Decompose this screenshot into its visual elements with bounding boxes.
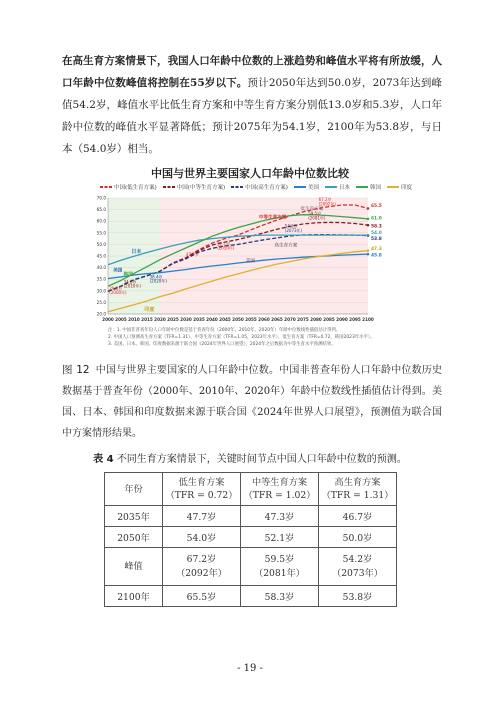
cell-high-year: （2073年） — [332, 567, 383, 579]
data-point — [367, 218, 370, 221]
page-number: - 19 - — [237, 663, 263, 674]
table-row — [105, 586, 397, 607]
x-tick-label: 2060 — [258, 317, 270, 322]
cell-year: 2035年 — [105, 506, 163, 527]
legend-item — [294, 183, 319, 191]
legend-swatch — [231, 186, 243, 188]
annot-2020-year: (2020年) — [149, 278, 167, 284]
end-value-label: 54.0 — [371, 230, 382, 236]
data-point — [367, 249, 370, 252]
header-mid-name: 中等生育方案 — [251, 477, 308, 488]
chart-note: 2. 中国人口预测高生育方案（TFR=1.31）、中等生育方案（TFR=1.05，2023年水平）、低生育方案（TFR=0.72，韩国2023年水平）。 — [108, 335, 375, 340]
legend-swatch — [325, 186, 337, 188]
header-year-label: 年份 — [124, 483, 143, 495]
x-tick-label: 2100 — [362, 317, 374, 322]
cell-low-year: （2092年） — [176, 567, 227, 579]
data-point — [367, 207, 370, 210]
legend-swatch — [163, 186, 175, 188]
legend-item — [325, 183, 350, 191]
chart-title: 中国与世界主要国家人口年龄中位数比较 — [151, 167, 349, 180]
legend-swatch — [387, 186, 399, 188]
annot-2020: 38.4岁 — [149, 274, 163, 280]
label-korea: 韩国 — [123, 272, 133, 278]
y-tick-label: 20.0 — [96, 311, 106, 317]
x-tick-label: 2050 — [232, 317, 244, 322]
y-tick-label: 40.0 — [96, 265, 106, 271]
annot-high-peak: 54.2岁 — [284, 223, 298, 229]
chart-note: 注：1. 中国非普查年份人口年龄中位数是基于普查年份（2000年、2010年、2020年）年龄中位数线性插值估计得到。 — [108, 328, 341, 333]
x-tick-label: 2000 — [102, 317, 114, 322]
cell-high-value: 54.2岁 — [342, 553, 373, 565]
legend-item — [163, 183, 225, 191]
header-mid — [241, 473, 319, 506]
legend-swatch — [294, 186, 306, 188]
header-low — [163, 473, 241, 506]
annot-2000: 29.8岁 — [109, 285, 123, 291]
legend-label: 韩国 — [369, 185, 381, 191]
header-mid-tfr: （TFR = 1.02） — [243, 490, 316, 501]
y-tick-label: 65.0 — [96, 207, 106, 213]
table-row — [105, 506, 397, 527]
table-row — [105, 548, 397, 586]
annot-2000-year: (2000年) — [109, 290, 127, 296]
legend-label: 中国(高生育方案) — [245, 185, 288, 191]
cell-mid — [241, 548, 319, 586]
end-value-label: 61.0 — [371, 216, 382, 222]
x-tick-label: 2035 — [193, 317, 205, 322]
legend-label: 日本 — [338, 185, 350, 191]
cell-low — [163, 548, 241, 586]
y-tick-label: 30.0 — [96, 288, 106, 294]
legend-swatch — [100, 186, 112, 188]
cell-high — [319, 548, 397, 586]
cell-mid-year: （2081年） — [254, 567, 305, 579]
x-tick-label: 2040 — [206, 317, 218, 322]
y-tick-label: 45.0 — [96, 253, 106, 259]
legend-item — [356, 183, 381, 191]
annot-2010-year: (2010年) — [123, 283, 141, 289]
header-high-tfr: （TFR = 1.31） — [321, 490, 394, 501]
header-year — [105, 473, 163, 506]
chart-legend — [100, 183, 412, 191]
end-value-label: 47.3 — [371, 247, 382, 253]
label-high-scheme: 高生育方案 — [274, 243, 298, 249]
cell-mid: 58.3岁 — [241, 586, 319, 607]
end-value-label: 53.8 — [371, 236, 382, 242]
figure-caption-text: 中国与世界主要国家的人口年龄中位数。中国非普查年份人口年龄中位数历史数据基于普查年份（2000年、2010年、2020年）年龄中位数线性插值估计得到。美国、日本、韩国和印度数据来源于联合国《2024年世界人口展望》，预测值为联合国中方案情形结果。 — [62, 365, 442, 439]
table-header-row — [105, 473, 397, 506]
table-number: 表 4 — [93, 454, 114, 465]
annot-mid-2050: 52.1岁 — [217, 241, 231, 247]
header-high-name: 高生育方案 — [334, 477, 381, 488]
figure-caption — [62, 360, 442, 444]
legend-item — [387, 183, 412, 191]
y-tick-label: 70.0 — [96, 195, 106, 201]
forecast-table — [104, 472, 397, 607]
x-tick-label: 2085 — [323, 317, 335, 322]
x-tick-label: 2020 — [154, 317, 166, 322]
legend-swatch — [356, 186, 368, 188]
x-tick-label: 2080 — [310, 317, 322, 322]
cell-year: 2050年 — [105, 527, 163, 548]
x-tick-label: 2090 — [336, 317, 348, 322]
end-value-label: 65.5 — [371, 203, 382, 209]
x-tick-label: 2010 — [128, 317, 140, 322]
data-point — [367, 224, 370, 227]
label-japan: 日本 — [131, 249, 142, 256]
chart-note: 3. 美国、日本、韩国、印度数据来源于联合国《2024年世界人口展望》，2024年之后数据为中等生育水平预测结果。 — [108, 342, 336, 347]
body-paragraph — [62, 50, 442, 160]
x-tick-label: 2070 — [284, 317, 296, 322]
end-value-label: 45.8 — [371, 253, 382, 259]
table-title-text: 不同生育方案情景下，关键时间节点中国人口年龄中位数的预测。 — [116, 454, 407, 465]
label-india: 印度 — [144, 306, 155, 313]
label-mid-scheme: 中等生育方案 — [258, 215, 287, 221]
x-tick-label: 2005 — [115, 317, 127, 322]
header-low-name: 低生育方案 — [178, 477, 225, 488]
line-chart — [92, 192, 392, 324]
annot-low-peak-year: (2092年) — [318, 201, 336, 207]
paragraph-body: 预计2050年达到50.0岁，2073年达到峰值54.2岁，峰值水平比低生育方案和中等生育方案分别低13.0岁和5.3岁，人口年龄中位数的峰值水平显著降低；预计2075年为54.1岁，2100年为53.8岁，与日本（54.0岁）相当。 — [62, 77, 442, 155]
x-tick-label: 2030 — [180, 317, 192, 322]
chart-notes — [108, 327, 398, 348]
cell-high: 50.0岁 — [319, 527, 397, 548]
cell-low: 54.0岁 — [163, 527, 241, 548]
x-tick-label: 2045 — [219, 317, 231, 322]
data-point — [367, 253, 370, 256]
legend-label: 美国 — [307, 185, 319, 191]
x-tick-label: 2025 — [167, 317, 179, 322]
annot-high-peak-year: (2073年) — [284, 227, 303, 233]
x-tick-label: 2055 — [245, 317, 257, 322]
x-tick-label: 2075 — [297, 317, 309, 322]
cell-low-value: 67.2岁 — [186, 553, 217, 565]
label-usa: 美国 — [245, 259, 256, 265]
header-high — [319, 473, 397, 506]
label-usa-start: 美国 — [113, 268, 123, 274]
end-value-label: 58.3 — [371, 224, 382, 230]
cell-year: 峰值 — [105, 548, 163, 586]
x-tick-label: 2065 — [271, 317, 283, 322]
paragraph-lead: 在高生育方案情景下，我国人口年龄中位数的上涨趋势和峰值水平将有所放缓，人口年龄中位数峰值将控制在55岁以下。 — [62, 55, 442, 89]
x-tick-label: 2015 — [141, 317, 153, 322]
cell-high: 46.7岁 — [319, 506, 397, 527]
annot-low-peak: 67.2岁 — [318, 197, 332, 203]
annot-mid-peak: 59.5岁 — [308, 211, 322, 217]
y-tick-label: 55.0 — [96, 230, 106, 236]
legend-label: 中国(低生育方案) — [114, 185, 157, 191]
table-row — [105, 527, 397, 548]
y-tick-label: 60.0 — [96, 218, 106, 224]
cell-low: 65.5岁 — [163, 586, 241, 607]
x-tick-label: 2095 — [349, 317, 361, 322]
annot-mid-peak-year: (2081年) — [308, 215, 326, 221]
figure-number: 图 12 — [62, 364, 90, 376]
label-low-scheme: 低生育方案 — [300, 207, 324, 213]
data-point — [367, 234, 370, 237]
annot-2010: 34.8岁 — [123, 279, 137, 285]
legend-item — [231, 183, 288, 191]
cell-high: 53.8岁 — [319, 586, 397, 607]
cell-low: 47.7岁 — [163, 506, 241, 527]
annot-low-2035: 47.7岁 — [186, 251, 199, 257]
legend-item — [100, 183, 157, 191]
legend-label: 印度 — [400, 185, 412, 191]
annot-mid-2050-year: (2050年) — [217, 245, 235, 251]
cell-mid: 52.1岁 — [241, 527, 319, 548]
cell-mid: 47.3岁 — [241, 506, 319, 527]
y-tick-label: 25.0 — [96, 299, 106, 305]
legend-label: 中国(中等生育方案) — [176, 185, 226, 191]
header-low-tfr: （TFR = 0.72） — [165, 490, 238, 501]
cell-mid-value: 59.5岁 — [264, 553, 295, 565]
cell-year: 2100年 — [105, 586, 163, 607]
table-title — [0, 450, 500, 465]
y-tick-label: 50.0 — [96, 241, 106, 247]
y-tick-label: 35.0 — [96, 276, 106, 282]
